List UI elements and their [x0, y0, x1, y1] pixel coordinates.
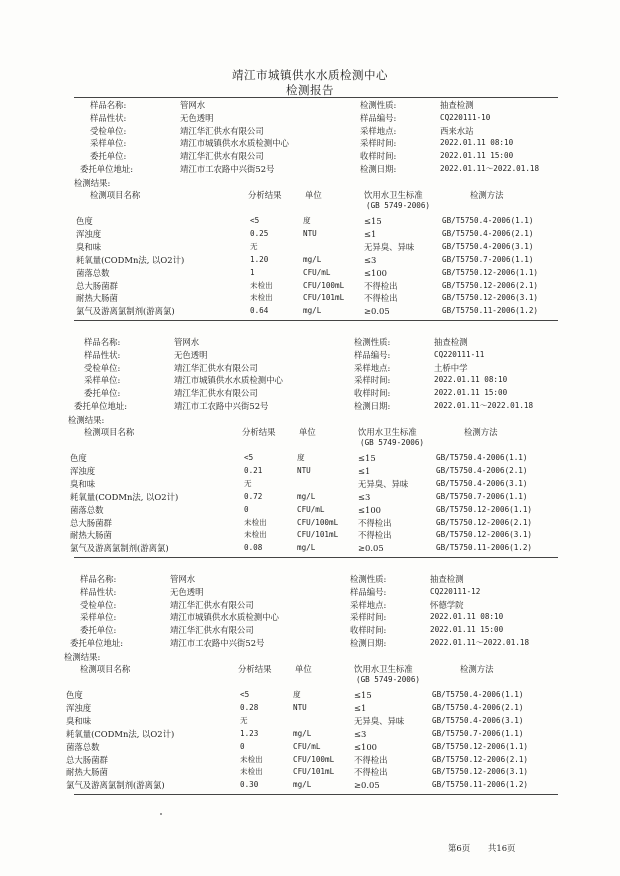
row-unit: CFU/mL [303, 267, 331, 277]
test-nature-value: 抽查检测 [440, 100, 474, 110]
row-result: 未检出 [244, 530, 267, 540]
test-nature-value: 抽查检测 [430, 574, 464, 584]
row-item-name: 浑浊度 [66, 702, 92, 713]
divider-rule [74, 794, 558, 795]
commissioning-address-label: 委托单位地址: [70, 638, 124, 648]
column-header-item: 检测项目名称 [90, 190, 141, 200]
row-standard: ≤15 [358, 453, 376, 463]
sample-name-value: 管网水 [174, 337, 200, 347]
receive-time-label: 收样时间: [354, 388, 391, 399]
row-unit: CFU/mL [293, 741, 321, 751]
row-unit: NTU [303, 228, 317, 238]
row-unit: 度 [303, 216, 311, 225]
row-result: 1.20 [250, 254, 269, 264]
column-header-standard-code: (GB 5749-2006) [356, 675, 421, 684]
row-item-name: 总大肠菌群 [76, 280, 118, 291]
client-unit-value: 靖江华汇供水有限公司 [170, 599, 254, 610]
row-unit: CFU/100mL [293, 754, 335, 764]
page-total: 共16页 [488, 843, 516, 853]
row-standard: 不得检出 [358, 517, 392, 528]
row-standard: ≤15 [354, 690, 372, 700]
column-header-unit: 单位 [305, 190, 322, 200]
document-subtitle: 检测报告 [286, 83, 334, 97]
row-standard: ≤3 [364, 254, 377, 265]
commissioning-unit-label: 委托单位: [90, 151, 127, 162]
row-method: GB/T5750.12-2006(1.1) [436, 504, 533, 514]
sample-number-label: 样品编号: [360, 112, 397, 123]
sample-number-label: 样品编号: [354, 349, 391, 360]
sampling-unit-value: 靖江市城镇供水水质检测中心 [174, 375, 283, 386]
row-result: 0 [244, 504, 249, 514]
row-result: 未检出 [240, 767, 263, 777]
row-standard: 不得检出 [358, 530, 392, 541]
row-item-name: 耐热大肠菌 [76, 293, 118, 304]
column-header-standard: 饮用水卫生标准 [354, 664, 413, 674]
row-item-name: 耐热大肠菌 [66, 767, 108, 778]
receive-time-value: 2022.01.11 15:00 [434, 388, 508, 398]
test-date-label: 检测日期: [350, 638, 387, 648]
column-header-result: 分析结果 [242, 427, 276, 437]
row-method: GB/T5750.4-2006(3.1) [436, 478, 528, 488]
column-header-result: 分析结果 [238, 664, 272, 674]
commissioning-unit-value: 靖江华汇供水有限公司 [170, 625, 254, 636]
sample-name-value: 管网水 [180, 100, 206, 110]
row-standard: ≤3 [358, 491, 371, 502]
row-result: 0.25 [250, 228, 269, 238]
row-result: 0.64 [250, 306, 269, 316]
sample-nature-value: 无色透明 [180, 112, 214, 123]
row-method: GB/T5750.11-2006(1.2) [436, 543, 533, 553]
row-result: <5 [244, 453, 254, 462]
sampling-site-label: 采样地点: [354, 362, 391, 373]
row-result: 0 [240, 741, 245, 751]
client-unit-value: 靖江华汇供水有限公司 [174, 362, 258, 373]
row-result: 0.72 [244, 491, 263, 501]
row-unit: mg/L [303, 306, 322, 316]
row-method: GB/T5750.11-2006(1.2) [432, 780, 529, 790]
row-standard: ≤3 [354, 728, 367, 739]
column-header-method: 检测方法 [460, 664, 494, 674]
row-item-name: 总大肠菌群 [70, 517, 112, 528]
row-result: 未检出 [250, 280, 273, 290]
row-method: GB/T5750.4-2006(2.1) [432, 702, 524, 712]
sampling-time-value: 2022.01.11 08:10 [440, 138, 514, 148]
column-header-standard-code: (GB 5749-2006) [366, 201, 431, 210]
row-method: GB/T5750.7-2006(1.1) [436, 491, 528, 501]
sample-number-value: CQ220111-11 [434, 349, 485, 359]
column-header-method: 检测方法 [470, 190, 504, 200]
row-item-name: 耐热大肠菌 [70, 530, 112, 541]
row-method: GB/T5750.7-2006(1.1) [442, 254, 534, 264]
row-unit: 度 [297, 453, 305, 462]
row-method: GB/T5750.12-2006(3.1) [436, 530, 533, 540]
commissioning-address-value: 靖江市工农路中兴街52号 [170, 638, 265, 648]
row-item-name: 色度 [70, 453, 87, 463]
row-item-name: 耗氧量(CODMn法, 以O2计) [76, 254, 185, 265]
column-header-method: 检测方法 [464, 427, 498, 437]
row-result: <5 [250, 216, 260, 225]
scan-speck [160, 813, 162, 815]
sampling-unit-label: 采样单位: [80, 612, 117, 623]
row-item-name: 总大肠菌群 [66, 754, 108, 765]
row-item-name: 色度 [76, 216, 93, 226]
row-result: 0.08 [244, 543, 263, 553]
row-standard: ≤15 [364, 216, 382, 226]
row-method: GB/T5750.4-2006(2.1) [436, 465, 528, 475]
row-method: GB/T5750.12-2006(1.1) [442, 267, 539, 277]
row-standard: ≤1 [354, 702, 367, 713]
row-item-name: 耗氧量(CODMn法, 以O2计) [70, 491, 179, 502]
row-standard: ≤100 [364, 267, 388, 278]
row-item-name: 氯气及游离氯制剂(游离氯) [76, 306, 175, 317]
row-result: 未检出 [244, 517, 267, 527]
row-item-name: 臭和味 [76, 241, 102, 252]
row-method: GB/T5750.4-2006(3.1) [432, 715, 524, 725]
row-item-name: 氯气及游离氯制剂(游离氯) [70, 543, 169, 554]
row-result: 0.28 [240, 702, 259, 712]
row-unit: CFU/101mL [303, 293, 345, 303]
row-method: GB/T5750.4-2006(1.1) [432, 690, 524, 699]
column-header-item: 检测项目名称 [84, 427, 135, 437]
row-result: 无 [250, 241, 258, 251]
row-standard: 无异臭、异味 [364, 241, 415, 252]
receive-time-value: 2022.01.11 15:00 [440, 151, 514, 161]
row-item-name: 菌落总数 [76, 267, 110, 278]
row-item-name: 色度 [66, 690, 83, 700]
row-unit: CFU/100mL [297, 517, 339, 527]
receive-time-label: 收样时间: [360, 151, 397, 162]
divider-rule [74, 557, 558, 558]
column-header-unit: 单位 [299, 427, 316, 437]
sampling-site-value: 西来水站 [440, 125, 474, 136]
row-standard: 无异臭、异味 [358, 478, 409, 489]
sample-number-value: CQ220111-10 [440, 112, 491, 122]
commissioning-unit-value: 靖江华汇供水有限公司 [180, 151, 264, 162]
client-unit-value: 靖江华汇供水有限公司 [180, 125, 264, 136]
commissioning-unit-label: 委托单位: [80, 625, 117, 636]
sample-nature-value: 无色透明 [174, 349, 208, 360]
sampling-unit-label: 采样单位: [90, 138, 127, 149]
row-method: GB/T5750.12-2006(3.1) [432, 767, 529, 777]
sampling-time-label: 采样时间: [350, 612, 387, 623]
sample-nature-label: 样品性状: [80, 586, 117, 597]
column-header-result: 分析结果 [248, 190, 282, 200]
sampling-time-label: 采样时间: [360, 138, 397, 149]
results-heading: 检测结果: [74, 178, 111, 188]
row-result: 未检出 [240, 754, 263, 764]
receive-time-label: 收样时间: [350, 625, 387, 636]
row-item-name: 耗氧量(CODMn法, 以O2计) [66, 728, 175, 739]
commissioning-unit-label: 委托单位: [84, 388, 121, 399]
row-standard: ≤1 [364, 228, 377, 239]
row-method: GB/T5750.12-2006(3.1) [442, 293, 539, 303]
test-nature-value: 抽查检测 [434, 337, 468, 347]
sample-name-label: 样品名称: [90, 100, 127, 110]
sampling-time-label: 采样时间: [354, 375, 391, 386]
row-standard: 不得检出 [354, 767, 388, 778]
row-method: GB/T5750.7-2006(1.1) [432, 728, 524, 738]
client-unit-label: 受检单位: [80, 599, 117, 610]
row-unit: mg/L [293, 728, 312, 738]
sampling-unit-label: 采样单位: [84, 375, 121, 386]
document-title: 靖江市城镇供水水质检测中心 [232, 68, 388, 82]
sampling-site-value: 怀德学院 [430, 599, 464, 610]
sampling-unit-value: 靖江市城镇供水水质检测中心 [170, 612, 279, 623]
commissioning-address-value: 靖江市工农路中兴街52号 [180, 164, 275, 174]
row-standard: ≤100 [358, 504, 382, 515]
row-item-name: 浑浊度 [76, 228, 102, 239]
test-date-value: 2022.01.11～2022.01.18 [440, 164, 540, 173]
sampling-time-value: 2022.01.11 08:10 [430, 612, 504, 622]
row-standard: ≥0.05 [364, 306, 390, 317]
row-item-name: 浑浊度 [70, 465, 96, 476]
row-unit: CFU/100mL [303, 280, 345, 290]
receive-time-value: 2022.01.11 15:00 [430, 625, 504, 635]
page-number: 第6页 [448, 843, 471, 853]
row-standard: ≥0.05 [358, 543, 384, 554]
sample-nature-value: 无色透明 [170, 586, 204, 597]
row-item-name: 氯气及游离氯制剂(游离氯) [66, 780, 165, 791]
row-item-name: 菌落总数 [66, 741, 100, 752]
row-result: 无 [244, 478, 252, 488]
row-result: 未检出 [250, 293, 273, 303]
client-unit-label: 受检单位: [84, 362, 121, 373]
sample-name-label: 样品名称: [80, 574, 117, 584]
test-date-label: 检测日期: [354, 401, 391, 411]
row-standard: 无异臭、异味 [354, 715, 405, 726]
row-unit: NTU [293, 702, 307, 712]
column-header-unit: 单位 [295, 664, 312, 674]
header-rule [74, 97, 558, 98]
row-result: 0.21 [244, 465, 263, 475]
row-unit: mg/L [297, 543, 316, 553]
row-method: GB/T5750.4-2006(2.1) [442, 228, 534, 238]
sample-nature-label: 样品性状: [90, 112, 127, 123]
row-method: GB/T5750.11-2006(1.2) [442, 306, 539, 316]
row-standard: 不得检出 [354, 754, 388, 765]
row-unit: NTU [297, 465, 311, 475]
sampling-site-label: 采样地点: [360, 125, 397, 136]
row-result: 无 [240, 715, 248, 725]
row-unit: mg/L [293, 780, 312, 790]
row-unit: CFU/101mL [297, 530, 339, 540]
commissioning-address-label: 委托单位地址: [80, 164, 134, 174]
row-standard: 不得检出 [364, 293, 398, 304]
row-unit: mg/L [297, 491, 316, 501]
row-method: GB/T5750.12-2006(1.1) [432, 741, 529, 751]
row-standard: ≥0.05 [354, 780, 380, 791]
results-heading: 检测结果: [68, 415, 105, 425]
row-result: 1 [250, 267, 255, 277]
row-unit: mg/L [303, 254, 322, 264]
column-header-standard: 饮用水卫生标准 [358, 427, 417, 437]
row-method: GB/T5750.12-2006(2.1) [432, 754, 529, 764]
row-item-name: 菌落总数 [70, 504, 104, 515]
sampling-time-value: 2022.01.11 08:10 [434, 375, 508, 385]
row-method: GB/T5750.12-2006(2.1) [436, 517, 533, 527]
test-date-value: 2022.01.11～2022.01.18 [434, 401, 534, 410]
row-standard: ≤100 [354, 741, 378, 752]
test-date-label: 检测日期: [360, 164, 397, 174]
row-item-name: 臭和味 [66, 715, 92, 726]
row-standard: 不得检出 [364, 280, 398, 291]
test-date-value: 2022.01.11～2022.01.18 [430, 638, 530, 647]
row-method: GB/T5750.4-2006(1.1) [442, 216, 534, 225]
row-unit: CFU/101mL [293, 767, 335, 777]
test-nature-label: 检测性质: [350, 574, 387, 584]
client-unit-label: 受检单位: [90, 125, 127, 136]
column-header-item: 检测项目名称 [80, 664, 131, 674]
commissioning-address-label: 委托单位地址: [74, 401, 128, 411]
row-unit: 度 [293, 690, 301, 699]
row-method: GB/T5750.12-2006(2.1) [442, 280, 539, 290]
row-result: <5 [240, 690, 250, 699]
sample-number-value: CQ220111-12 [430, 586, 481, 596]
test-nature-label: 检测性质: [360, 100, 397, 110]
sampling-unit-value: 靖江市城镇供水水质检测中心 [180, 138, 289, 149]
sample-name-label: 样品名称: [84, 337, 121, 347]
column-header-standard-code: (GB 5749-2006) [360, 438, 425, 447]
row-item-name: 臭和味 [70, 478, 96, 489]
row-unit: CFU/mL [297, 504, 325, 514]
sampling-site-label: 采样地点: [350, 599, 387, 610]
row-method: GB/T5750.4-2006(3.1) [442, 241, 534, 251]
sample-name-value: 管网水 [170, 574, 196, 584]
results-heading: 检测结果: [64, 652, 101, 662]
test-nature-label: 检测性质: [354, 337, 391, 347]
commissioning-address-value: 靖江市工农路中兴街52号 [174, 401, 269, 411]
row-method: GB/T5750.4-2006(1.1) [436, 453, 528, 462]
divider-rule [74, 320, 558, 321]
row-result: 0.30 [240, 780, 259, 790]
column-header-standard: 饮用水卫生标准 [364, 190, 423, 200]
commissioning-unit-value: 靖江华汇供水有限公司 [174, 388, 258, 399]
sampling-site-value: 土桥中学 [434, 362, 468, 373]
row-standard: ≤1 [358, 465, 371, 476]
row-result: 1.23 [240, 728, 259, 738]
sample-number-label: 样品编号: [350, 586, 387, 597]
sample-nature-label: 样品性状: [84, 349, 121, 360]
